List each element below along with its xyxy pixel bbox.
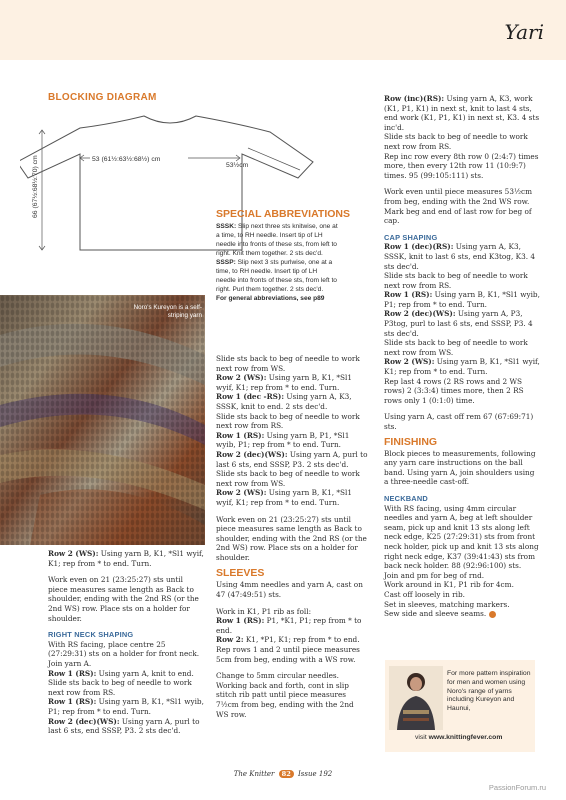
promo-url-link[interactable]: www.knittingfever.com [428,734,503,741]
knit-texture-image [0,295,205,545]
sleeves-heading: SLEEVES [216,567,265,580]
width-dimension-label: 53 (61½:63½:68½) cm [92,156,161,163]
column-2: Slide sts back to beg of needle to work next row from WS. Row 2 (WS): Using yarn B, K1, *Sl1 wyif, K1; rep from * to end. Turn. Row 1 (dec -RS): Using yarn A, K3, SSSK, knit to end. 2 sts dec'd. Slide sts back to beg of needle to work next row from RS. Row 1 (RS): Using yarn B, P1, *Sl1 wyib, P1; rep from * to end. Turn. Row 2 (dec)(WS): Using yarn A, purl to last 6 sts, end SSSP, P3. 2 sts dec'd. Slide sts back to beg of needle to work next row from WS. Row 2 (WS): Using yarn B, K1, *Sl1 wyif, K1; rep from * to end. Turn. Work even on 21 (23:25:27) sts until piece measures same length as Back to shoulder, ending with the 2nd RS (or the 2nd WS) row. Place sts on a holder for shoulder. SLEEVES Using 4mm needles and yarn A, cast on 47 (47:49:51) sts. Work in K1, P1 rib as foll: Row 1 (RS): P1, *K1, P1; rep from * to end. Row 2: K1, *P1, K1; rep from * to end. Rep rows 1 and 2 until piece measures 5cm from beg, ending with a WS row. Change to 5mm circular needles. Working back and forth, cont in slip stitch rib patt until piece measures 7½cm from beg, ending with the 2nd WS row. [216,354,368,719]
column-3: Row (inc)(RS): Using yarn A, K3, work (K1, P1, K1) in next st, knit to last 4 sts, end work (K1, P1, K1) in next st, K3. 4 sts inc'd. Slide sts back to beg of needle to work next row from RS. Rep inc row every 8th row 0 (2:4:7) times more, then every 12th row 11 (10:9:7) times. 95 (99:105:111) sts. Work even until piece measures 53½cm from beg, ending with the 2nd WS row. Mark beg and end of last row for beg of cap. CAP SHAPING Row 1 (dec)(RS): Using yarn A, K3, SSSK, knit to last 6 sts, end K3tog, K3. 4 sts dec'd. Slide sts back to beg of needle to work next row from RS. Row 1 (RS): Using yarn B, K1, *Sl1 wyib, P1; rep from * to end. Turn. Row 2 (dec)(WS): Using yarn A, P3, P3tog, purl to last 6 sts, end SSSP, P3. 4 sts dec'd. Slide sts back to beg of needle to work next row from WS. Row 2 (WS): Using yarn B, K1, *Sl1 wyif, K1; rep from * to end. Turn. Rep last 4 rows (2 RS rows and 2 WS rows) 2 (3:3:4) times more, then 2 RS rows only 1 (0:1:0) time. Using yarn A, cast off rem 67 (67:69:71) sts. FINISHING Block pieces to measurements, following any yarn care instructions on the ball band. Using yarn A, join shoulders using a three-needle cast-off. NECKBAND With RS facing, using 4mm circular needles and yarn A, beg at left shoulder seam, pick up and knit 13 sts along left neck edge, K25 (27:29:31) sts from front neck holder, pick up and knit 13 sts along right neck edge, K37 (39:41:43) sts from back neck holder. 88 (92:96:100) sts. Join and pm for beg of rnd. Work around in K1, P1 rib for 4cm. Cast off loosely in rib. Set in sleeves, matching markers. Sew side and sleeve seams. [384,94,540,619]
footer: The Knitter 82 Issue 192 [233,770,333,778]
finishing-heading: FINISHING [384,435,438,448]
height-dimension-label: 66 (67½:68½:70) cm [32,155,39,218]
promo-url-line: visit www.knittingfever.com [415,734,503,741]
header-band [0,0,566,60]
sleeve-dimension-line [248,148,300,170]
sleeve-dimension-label: 53½cm [226,162,249,169]
watermark: PassionForum.ru [488,783,546,792]
page-title: Yari [504,20,544,44]
blocking-heading: BLOCKING DIAGRAM [48,92,157,103]
sweater-photo [0,295,205,545]
end-mark-icon [489,611,496,618]
page-number: 82 [279,770,294,778]
model-photo [389,666,443,730]
promo-box [385,660,535,752]
column-1: Row 2 (WS): Using yarn B, K1, *Sl1 wyif, K1; rep from * to end. Turn. Work even on 21 (23:25:27) sts until piece measures same length as Back to shoulder, ending with the 2nd RS (or the 2nd WS) row. Place sts on a holder for shoulder. RIGHT NECK SHAPING With RS facing, place centre 25 (27:29:31) sts on a holder for front neck. Join yarn A. Row 1 (RS): Using yarn A, knit to end. Slide sts back to beg of needle to work next row from RS. Row 1 (RS): Using yarn B, K1, *Sl1 wyib, P1; rep from * to end. Turn. Row 2 (dec)(WS): Using yarn A, purl to last 6 sts, end SSSP, P3. 2 sts dec'd. [48,549,204,736]
abbreviations-block: SSSK: Slip next three sts knitwise, one at a time, to RH needle. Insert tip of LH needle into fronts of these sts, from left to right. Knit them together. 2 sts dec'd. SSSP: Slip next 3 sts purlwise, one at a time, to RH needle. Insert tip of LH needle into fronts of these sts, from left to right. Purl them together. 2 sts dec'd. For general abbreviations, see p89 [216,223,338,302]
right-neck-heading: RIGHT NECK SHAPING [48,630,134,640]
photo-caption: Noro's Kureyon is a self-striping yarn [133,304,202,319]
abbreviations-heading: SPECIAL ABBREVIATIONS [216,208,350,220]
neckband-heading: NECKBAND [384,493,428,503]
promo-text: For more pattern inspiration for men and women using Noro's range of yarns including Kureyon and Haunui, [447,670,531,713]
cap-shaping-heading: CAP SHAPING [384,232,438,242]
